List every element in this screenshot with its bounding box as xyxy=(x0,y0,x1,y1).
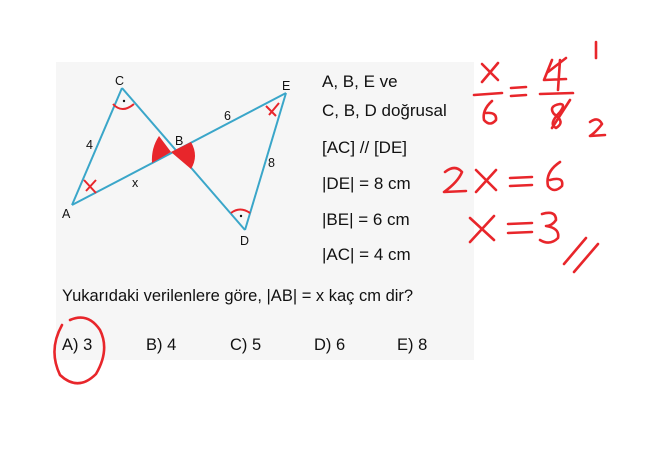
statement-1: A, B, E ve xyxy=(322,72,398,91)
hand-two xyxy=(590,119,605,136)
hand-final-marks xyxy=(564,238,598,272)
hand-x-top xyxy=(482,63,498,82)
hand-six xyxy=(484,101,496,124)
statement-6: |AC| = 4 cm xyxy=(322,245,411,264)
point-label-a: A xyxy=(62,207,71,221)
answer-circle xyxy=(54,318,104,384)
choice-d[interactable]: D) 6 xyxy=(314,336,346,354)
length-label-ab: x xyxy=(132,176,139,190)
hand-fraction-bar-1 xyxy=(474,93,502,95)
length-label-de: 8 xyxy=(268,156,275,170)
choice-e[interactable]: E) 8 xyxy=(397,336,428,354)
choice-a[interactable]: A) 3 xyxy=(62,336,93,354)
statement-5: |BE| = 6 cm xyxy=(322,210,410,229)
point-label-b: B xyxy=(175,134,184,148)
point-label-d: D xyxy=(240,234,250,248)
point-label-e: E xyxy=(282,79,291,93)
hand-fraction-bar-2 xyxy=(540,93,573,94)
question-text: Yukarıdaki verilenlere göre, |AB| = x kaç cm dir? xyxy=(62,287,414,305)
hand-equals-1b xyxy=(511,95,526,96)
choice-c[interactable]: C) 5 xyxy=(230,336,262,354)
choice-b[interactable]: B) 4 xyxy=(146,336,177,354)
hand-2x6 xyxy=(444,162,562,192)
statement-4: |DE| = 8 cm xyxy=(322,174,411,193)
hand-equals-1a xyxy=(511,87,526,88)
hand-four xyxy=(544,60,566,90)
statement-3: [AC] // [DE] xyxy=(322,138,408,157)
length-label-ac: 4 xyxy=(86,138,93,152)
point-label-c: C xyxy=(115,74,125,88)
hand-x3 xyxy=(470,213,558,243)
length-label-be: 6 xyxy=(224,109,231,123)
statement-2: C, B, D doğrusal xyxy=(322,101,447,120)
